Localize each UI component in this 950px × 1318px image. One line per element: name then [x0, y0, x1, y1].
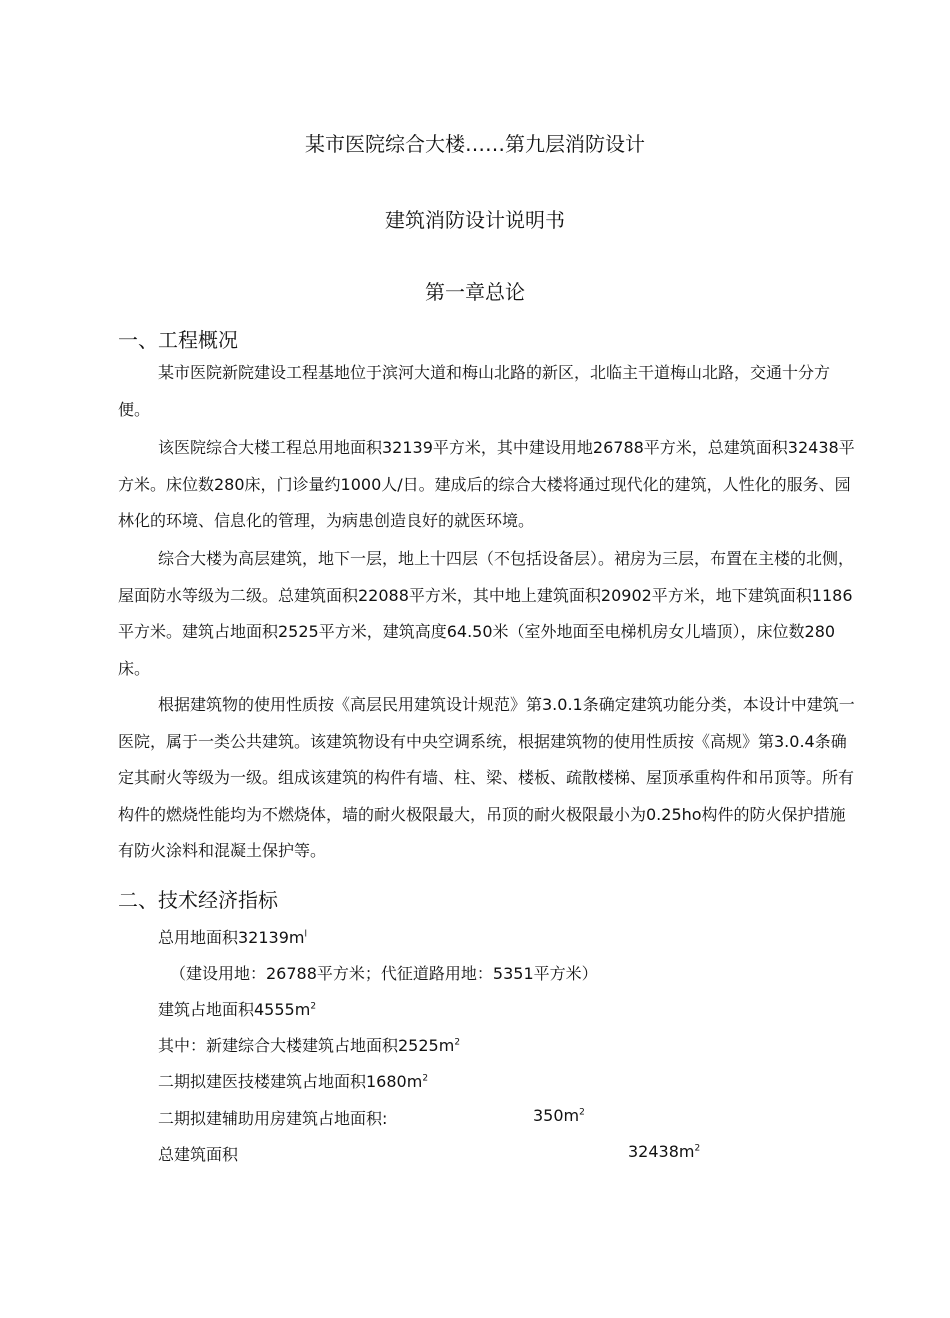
indicator-sup: 2 [579, 1107, 585, 1118]
indicator-text: 32438m [628, 1142, 695, 1161]
indicator-phase2-medical [158, 1069, 428, 1092]
indicator-total-floor-label: 总建筑面积 [158, 1145, 239, 1164]
indicator-phase2-aux-value [533, 1106, 585, 1125]
section-heading-project-overview: 一、工程概况 [118, 328, 238, 352]
indicator-total-land [158, 925, 307, 948]
indicator-text: 二期拟建医技楼建筑占地面积1680m [158, 1072, 423, 1091]
paragraph-text: 根据建筑物的使用性质按《高层民用建筑设计规范》第3.0.1条确定建筑功能分类，本设计中建筑一医院，属于一类公共建筑。该建筑物设有中央空调系统，根据建筑物的使用性质按《高规》第3.0.4条确定其耐火等级为一级。组成该建筑的构件有墙、柱、梁、楼板、疏散楼梯、屋顶承重构件和吊顶等。所有构件的燃烧性能均为不燃烧体，墙的耐火极限最大，吊顶的耐火极限最小为0.25ho构件的防火保护措施有防火涂料和混凝土保护等。 [118, 695, 855, 860]
paragraph-text: 某市医院新院建设工程基地位于滨河大道和梅山北路的新区，北临主干道梅山北路，交通十分方便。 [118, 363, 831, 419]
document-subtitle: 建筑消防设计说明书 [385, 208, 565, 232]
chapter-title: 第一章总论 [425, 280, 525, 304]
indicator-sup: 2 [454, 1037, 461, 1048]
indicator-text: 总用地面积32139m [158, 928, 305, 947]
document-title: 某市医院综合大楼……第九层消防设计 [305, 132, 645, 156]
indicator-phase2-aux-label: 二期拟建辅助用房建筑占地面积: [158, 1109, 388, 1128]
indicator-building-footprint [158, 997, 316, 1020]
indicator-new-building [158, 1033, 460, 1056]
indicator-text: 建筑占地面积4555m [158, 1000, 311, 1019]
indicator-text: 350m [533, 1106, 580, 1125]
indicator-text: 其中：新建综合大楼建筑占地面积2525m [158, 1036, 455, 1055]
indicator-sup: 2 [310, 1001, 317, 1012]
indicator-sup: l [304, 929, 308, 940]
indicator-total-floor-value [628, 1142, 700, 1161]
indicator-sup: 2 [694, 1143, 701, 1154]
paragraph-fire-rating [118, 687, 858, 870]
paragraph-text: 综合大楼为高层建筑，地下一层，地上十四层（不包括设备层）。裙房为三层，布置在主楼的北侧，屋面防水等级为二级。总建筑面积22088平方米，其中地上建筑面积20902平方米，地下建筑面积1186平方米。建筑占地面积2525平方米，建筑高度64.50米（室外地面至电梯机房女儿墙顶），床位数280床。 [118, 549, 855, 678]
indicator-land-breakdown: （建设用地：26788平方米；代征道路用地：5351平方米） [170, 964, 598, 983]
indicator-sup: 2 [422, 1073, 429, 1084]
paragraph-area [118, 430, 858, 540]
paragraph-text: 该医院综合大楼工程总用地面积32139平方米，其中建设用地26788平方米，总建筑面积32438平方米。床位数280床，门诊量约1000人/日。建成后的综合大楼将通过现代化的建筑，人性化的服务、园林化的环境、信息化的管理，为病患创造良好的就医环境。 [118, 438, 855, 530]
paragraph-location [118, 355, 858, 428]
section-heading-tech-indicators: 二、技术经济指标 [118, 888, 278, 912]
paragraph-building [118, 541, 858, 687]
